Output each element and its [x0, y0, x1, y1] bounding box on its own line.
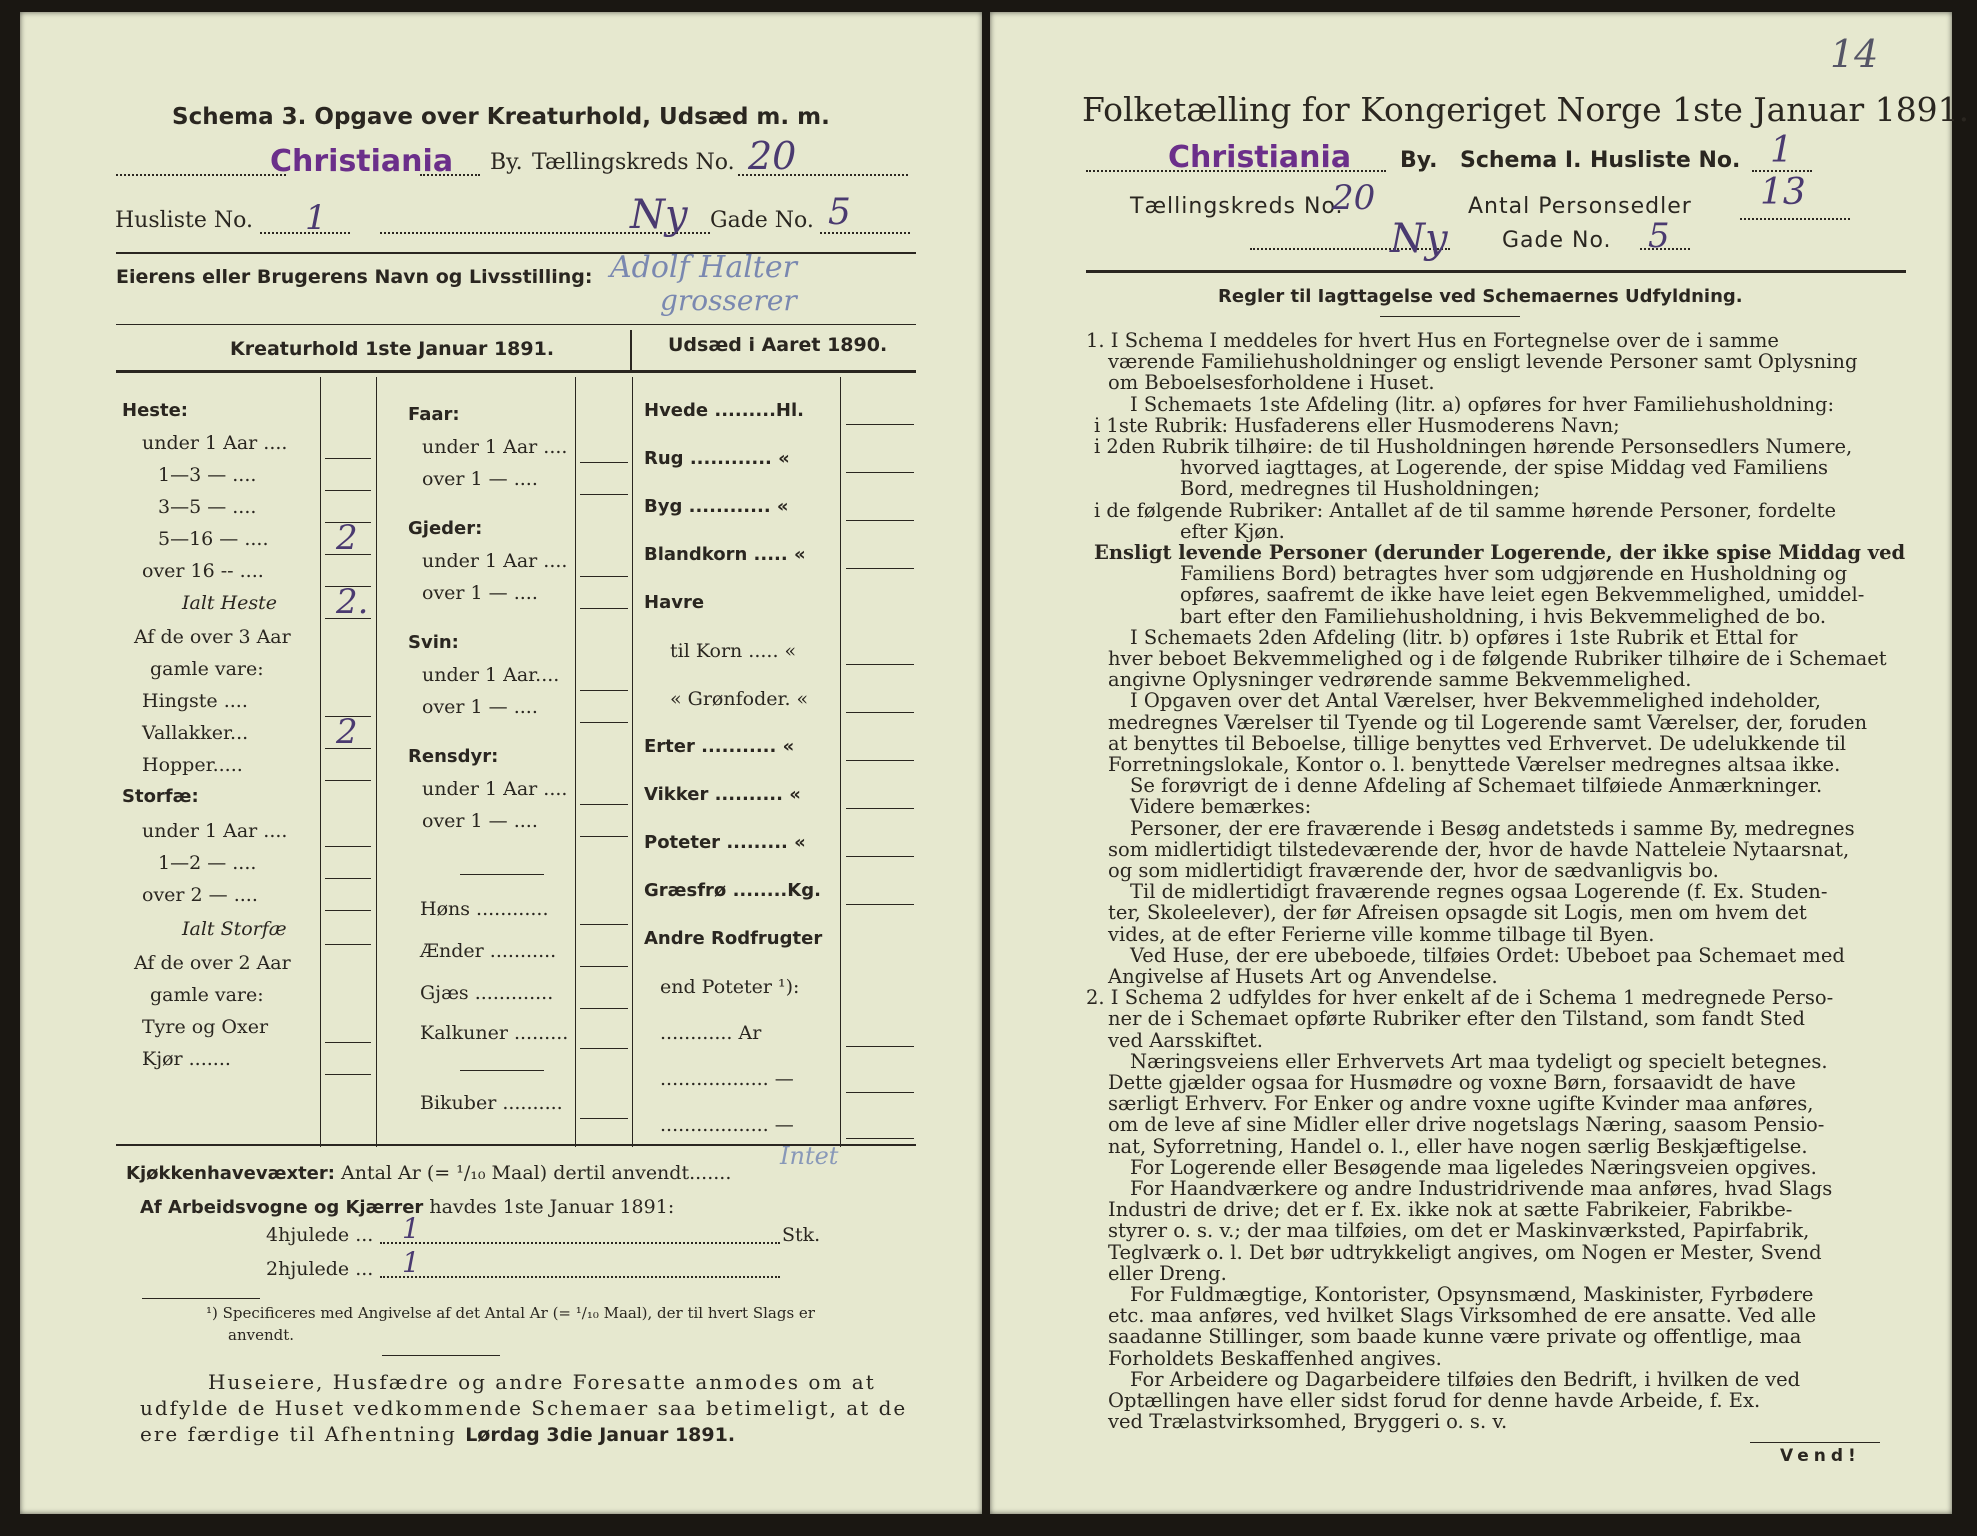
col2-field-line	[580, 690, 628, 691]
census-title: Folketælling for Kongeriget Norge 1ste Januar 1891.	[1082, 90, 1970, 129]
rule-line: i de følgende Rubriker: Antallet af de til samme hørende Personer, fordelte	[1094, 498, 1837, 522]
rule-line: om Beboelsesforholdene i Huset.	[1108, 371, 1435, 395]
col2-label: over 1 — ....	[422, 696, 538, 718]
col2-field-line	[580, 1048, 628, 1049]
gade-label: Gade No.	[710, 208, 814, 233]
page-number: 14	[1830, 32, 1879, 76]
rule-line: Forholdets Beskaffenhed angives.	[1108, 1346, 1442, 1370]
col2-field-line	[580, 608, 628, 609]
hjul2-value: 1	[402, 1246, 420, 1279]
taellingskreds-label: Tællingskreds No.	[532, 150, 735, 175]
right-city-name: Christiania	[1168, 140, 1352, 175]
col3-field-line	[846, 1046, 914, 1047]
col1-field-line	[325, 1074, 371, 1075]
right-by: By.	[1400, 148, 1438, 173]
col1-label: under 1 Aar ....	[142, 432, 288, 454]
col1-label: 5—16 — ....	[158, 528, 269, 550]
col2-label: Rensdyr:	[408, 746, 499, 767]
schema3-title: Schema 3. Opgave over Kreaturhold, Udsæd m. m.	[172, 104, 830, 130]
col3-label: Andre Rodfrugter	[644, 928, 823, 949]
rule-line: Se forøvrigt de i denne Afdeling af Schemaet tilføiede Anmærkninger.	[1130, 774, 1823, 798]
col2-label: Gjeder:	[408, 518, 483, 539]
bottom-line1: Huseiere, Husfædre og andre Foresatte anmodes om at	[208, 1370, 876, 1394]
col1-label: Af de over 2 Aar	[134, 952, 291, 974]
col2-divider	[460, 1070, 544, 1071]
col2-field-line	[580, 1118, 628, 1119]
col1-field-line	[325, 458, 371, 459]
rule-line: For Logerende eller Besøgende maa ligeledes Næringsveien opgives.	[1130, 1155, 1817, 1179]
antal-value: 13	[1760, 172, 1806, 213]
col1-field-line	[325, 944, 371, 945]
kjokken-value: Intet	[780, 1142, 839, 1170]
rule-line: Personer, der ere fraværende i Besøg andetsteds i samme By, medregnes	[1130, 816, 1855, 840]
rule-line: I Schemaets 2den Afdeling (litr. b) opføres i 1ste Rubrik et Ettal for	[1130, 625, 1798, 649]
col1-label: 3—5 — ....	[158, 496, 257, 518]
rule-line: efter Kjøn.	[1180, 519, 1285, 543]
col3-label: end Poteter ¹):	[660, 976, 800, 998]
col1-label: Tyre og Oxer	[142, 1016, 269, 1038]
col3-label: Byg ............ «	[644, 496, 789, 517]
right-gade-label: Gade No.	[1502, 228, 1612, 253]
col3-label: ............ Ar	[660, 1022, 762, 1044]
right-gade-no: 5	[1648, 216, 1670, 256]
kreatur-header: Kreaturhold 1ste Januar 1891.	[230, 338, 555, 360]
col1-label: Ialt Heste	[182, 592, 278, 614]
col1-label: Ialt Storfæ	[182, 918, 287, 940]
rule-line: medregnes Værelser til Tyende og til Logerende samt Værelser, der, foruden	[1108, 710, 1868, 734]
husliste-label: Husliste No.	[115, 208, 253, 233]
col3-field-line	[846, 472, 914, 473]
rule-line: Forretningslokale, Kontor o. l. benyttede Værelser medregnes altsaa ikke.	[1108, 753, 1841, 776]
col2-field-line	[580, 722, 628, 723]
rule-line: I Opgaven over det Antal Værelser, hver Bekvemmelighed indeholder,	[1130, 689, 1821, 713]
col2-label: Kalkuner .........	[420, 1022, 569, 1044]
col3-field-line	[846, 568, 914, 569]
col2-field-line	[580, 836, 628, 837]
footnote-line1: ¹) Specificeres med Angivelse af det Antal Ar (= ¹/₁₀ Maal), der til hvert Slags er	[206, 1304, 815, 1322]
rule-line: værende Familiehusholdninger og ensligt levende Personer samt Oplysning	[1108, 350, 1858, 374]
col2-field-line	[580, 576, 628, 577]
col2-label: over 1 — ....	[422, 810, 538, 832]
rule-line: om de leve af sine Midler eller drive nogetslags Næring, saasom Pensio-	[1108, 1113, 1825, 1137]
col1-label: 1—2 — ....	[158, 852, 257, 874]
col3-field-line	[846, 904, 914, 905]
eier-name: Adolf Halter	[610, 250, 797, 285]
col3-label: Græsfrø ........Kg.	[644, 880, 821, 901]
eier-occupation: grosserer	[660, 284, 797, 317]
rule-line: Industri de drive; det er f. Ex. ikke nok at sætte Fabrikeier, Fabrikbe-	[1108, 1198, 1793, 1222]
hjul4-value: 1	[402, 1212, 420, 1245]
col3-field-line	[846, 424, 914, 425]
col3-label: Erter ........... «	[644, 736, 795, 757]
rule-line: Videre bemærkes:	[1130, 795, 1312, 819]
rule-line: særligt Erhverv. For Enker og andre voxne ugifte Kvinder maa anføres,	[1108, 1092, 1814, 1116]
col2-field-line	[580, 462, 628, 463]
husliste-value: 1	[305, 198, 327, 238]
taellingskreds-value: 20	[748, 134, 797, 178]
col1-label: under 1 Aar ....	[142, 820, 288, 842]
col3-label: til Korn ..... «	[670, 640, 797, 662]
udsaed-header: Udsæd i Aaret 1890.	[668, 334, 888, 356]
col2-label: under 1 Aar ....	[422, 436, 568, 458]
col2-label: Høns ............	[420, 898, 549, 920]
col1-label: over 16 -- ....	[142, 560, 264, 582]
right-husliste-value: 1	[1770, 130, 1793, 171]
col2-field-line	[580, 1008, 628, 1009]
rule-line: Dette gjælder ogsaa for Husmødre og voxne Børn, forsaavidt de have	[1108, 1071, 1796, 1094]
col1-label: Kjør .......	[142, 1048, 231, 1070]
col2-label: over 1 — ....	[422, 468, 538, 490]
col1-label: over 2 — ....	[142, 884, 258, 906]
rule-line: ved Aarsskiftet.	[1108, 1028, 1263, 1052]
col1-value: 2	[336, 712, 358, 752]
col2-field-line	[580, 804, 628, 805]
right-gade-name: Ny	[1390, 216, 1448, 262]
col1-label: Heste:	[122, 400, 188, 421]
bottom-line3b: Lørdag 3die Januar 1891.	[465, 1424, 736, 1446]
col3-label: Havre	[644, 592, 705, 613]
rule-line: 2. I Schema 2 udfyldes for hver enkelt af de i Schema 1 medregnede Perso-	[1086, 986, 1834, 1010]
col2-label: Ænder ...........	[420, 940, 557, 962]
right-taellingskreds-label: Tællingskreds No.	[1130, 194, 1344, 219]
col3-label: Hvede .........Hl.	[644, 400, 804, 421]
rule-line: opføres, saafremt de ikke have leiet egen Bekvemmelighed, umiddel-	[1180, 583, 1865, 607]
col1-label: gamle vare:	[150, 984, 264, 1006]
rule-line: Ved Huse, der ere ubeboede, tilføies Ordet: Ubeboet paa Schemaet med	[1130, 943, 1845, 967]
col3-label: .................. —	[660, 1114, 794, 1136]
col3-label: « Grønfoder. «	[670, 688, 809, 710]
col1-label: gamle vare:	[150, 658, 264, 680]
col1-field-line	[325, 780, 371, 781]
col3-field-line	[846, 1092, 914, 1093]
col1-field-line	[325, 490, 371, 491]
rule-line: For Haandværkere og andre Industridrivende maa anføres, hvad Slags	[1130, 1177, 1833, 1200]
bottom-line3	[140, 1422, 735, 1446]
stk-label: Stk.	[782, 1224, 821, 1246]
rule-line: ter, Skoleelever), der før Afreisen opsagde sit Logis, men om hvem det	[1108, 901, 1807, 925]
gade-name: Ny	[630, 192, 688, 238]
col3-field-line	[846, 664, 914, 665]
rule-line: Næringsveiens eller Erhvervets Art maa tydeligt og specielt betegnes.	[1130, 1049, 1828, 1073]
regler-title: Regler til Iagttagelse ved Schemaernes Udfyldning.	[1218, 286, 1743, 307]
col2-label: over 1 — ....	[422, 582, 538, 604]
rule-line: at benyttes til Beboelse, tillige benyttes ved Erhvervet. De udelukkende til	[1108, 731, 1847, 755]
arbeid-rest: havdes 1ste Januar 1891:	[423, 1196, 675, 1218]
rule-line: For Arbeidere og Dagarbeidere tilføies den Bedrift, i hvilken de ved	[1130, 1367, 1801, 1391]
hjul2-label: 2hjulede ...	[266, 1258, 374, 1280]
rule-line: ner de i Schemaet opførte Rubriker efter den Tilstand, som fandt Sted	[1108, 1007, 1805, 1031]
col3-label: Blandkorn ..... «	[644, 544, 806, 565]
col3-field-line	[846, 520, 914, 521]
col2-divider	[460, 874, 544, 875]
col2-label: Gjæs .............	[420, 982, 554, 1004]
col3-field-line	[846, 856, 914, 857]
rule-line: Angivelse af Husets Art og Anvendelse.	[1108, 965, 1498, 988]
col1-field-line	[325, 846, 371, 847]
right-taellingskreds-value: 20	[1332, 178, 1376, 218]
rule-line: Optællingen have eller sidst forud for denne havde Arbeide, f. Ex.	[1108, 1389, 1761, 1412]
col3-label: Poteter ......... «	[644, 832, 806, 853]
col1-label: 1—3 — ....	[158, 464, 257, 486]
rule-line: nat, Syforretning, Handel o. l., eller have nogen særlig Beskjæftigelse.	[1108, 1134, 1808, 1158]
footnote-line2: anvendt.	[228, 1326, 295, 1344]
rule-line: og som midlertidigt fraværende der, hvor de sædvanligvis bo.	[1108, 859, 1719, 882]
col3-field-line	[846, 712, 914, 713]
arbeid-line: Af Arbeidsvogne og Kjærrer havdes 1ste Januar 1891:	[140, 1196, 675, 1218]
col1-field-line	[325, 910, 371, 911]
rule-line: Teglværk o. l. Det bør udtrykkeligt angives, om Nogen er Mester, Svend	[1108, 1240, 1822, 1264]
kjokken-line: Kjøkkenhavevæxter: Antal Ar (= ¹/₁₀ Maal) dertil anvendt.......	[126, 1162, 732, 1184]
col2-field-line	[580, 494, 628, 495]
rule-line: hver beboet Bekvemmelighed og i de følgende Rubriker tilhøire de i Schemaet	[1108, 647, 1887, 670]
rule-line: Bord, medregnes til Husholdningen;	[1180, 477, 1541, 501]
col1-field-line	[325, 878, 371, 879]
gade-no: 5	[828, 192, 851, 233]
right-husliste-label: Husliste No.	[1590, 148, 1741, 173]
col3-field-line	[846, 1138, 914, 1139]
col2-field-line	[580, 924, 628, 925]
col1-label: Hingste ....	[142, 690, 248, 712]
left-page	[20, 12, 982, 1514]
rule-line: Ensligt levende Personer (derunder Logerende, der ikke spise Middag ved	[1094, 541, 1906, 564]
rule-line: For Fuldmægtige, Kontorister, Opsynsmænd, Maskinister, Fyrbødere	[1130, 1283, 1814, 1306]
col2-label: Faar:	[408, 404, 460, 425]
col2-label: under 1 Aar ....	[422, 778, 568, 800]
right-schema: Schema I.	[1460, 148, 1582, 173]
city-name: Christiania	[270, 144, 454, 179]
rule-line: saadanne Stillinger, som baade kunne være private og offentlige, maa	[1108, 1325, 1802, 1349]
right-page	[990, 12, 1970, 1514]
col1-field-line	[325, 1042, 371, 1043]
rule-line: eller Dreng.	[1108, 1261, 1227, 1285]
col1-label: Vallakker...	[142, 722, 249, 744]
rule-line: vides, at de efter Ferierne ville komme tilbage til Byen.	[1108, 922, 1655, 946]
eier-label: Eierens eller Brugerens Navn og Livsstilling:	[116, 266, 593, 288]
antal-label: Antal Personsedler	[1468, 194, 1692, 219]
rule-line: i 2den Rubrik tilhøire: de til Husholdningen hørende Personsedlers Numere,	[1094, 435, 1853, 458]
rule-line: Til de midlertidigt fraværende regnes ogsaa Logerende (f. Ex. Studen-	[1130, 880, 1828, 904]
bottom-line3a: ere færdige til Afhentning	[140, 1422, 466, 1446]
rule-line: angivne Oplysninger vedrørende samme Bekvemmelighed.	[1108, 668, 1692, 692]
col1-label: Storfæ:	[122, 786, 199, 807]
rule-line: i 1ste Rubrik: Husfaderens eller Husmoderens Navn;	[1094, 413, 1620, 437]
col2-label: Svin:	[408, 632, 459, 653]
col3-label: .................. —	[660, 1068, 794, 1090]
rule-line: 1. I Schema I meddeles for hvert Hus en Fortegnelse over de i samme	[1086, 329, 1779, 352]
col1-label: Af de over 3 Aar	[134, 626, 291, 648]
rule-line: bart efter den Familiehusholdning, i hvis Bekvemmelighed de bo.	[1180, 604, 1827, 628]
kjokken-rest: Antal Ar (= ¹/₁₀ Maal) dertil anvendt.......	[341, 1162, 732, 1184]
col1-value: 2	[336, 518, 358, 558]
rule-line: som midlertidigt tilstedeværende der, hvor de havde Natteleie Nytaarsnat,	[1108, 837, 1850, 861]
col3-label: Rug ............ «	[644, 448, 790, 469]
by-label: By.	[490, 150, 523, 175]
hjul4-label: 4hjulede ...	[266, 1224, 374, 1246]
rule-line: etc. maa anføres, ved hvilket Slags Virksomhed de ere ansatte. Ved alle	[1108, 1304, 1817, 1328]
col1-label: Hopper.....	[142, 754, 243, 776]
bottom-line2: udfylde de Huset vedkommende Schemaer saa betimeligt, at de	[140, 1396, 908, 1420]
col3-label: Vikker .......... «	[644, 784, 801, 805]
rule-line: I Schemaets 1ste Afdeling (litr. a) opføres for hver Familiehusholdning:	[1130, 392, 1835, 416]
col2-label: under 1 Aar....	[422, 664, 560, 686]
col2-field-line	[580, 966, 628, 967]
vend-label: Vend!	[1780, 1446, 1861, 1466]
rule-line: styrer o. s. v.; der maa tilføies, om det er Maskinværksted, Papirfabrik,	[1108, 1219, 1810, 1243]
rule-line: hvorved iagttages, at Logerende, der spise Middag ved Familiens	[1180, 456, 1829, 480]
col1-value: 2.	[336, 582, 369, 622]
rule-line: ved Trælastvirksomhed, Bryggeri o. s. v.	[1108, 1410, 1508, 1434]
col2-label: Bikuber ..........	[420, 1092, 563, 1114]
col3-field-line	[846, 808, 914, 809]
rule-line: Familiens Bord) betragtes hver som udgjørende en Husholdning og	[1180, 562, 1848, 586]
col3-field-line	[846, 760, 914, 761]
col2-label: under 1 Aar ....	[422, 550, 568, 572]
